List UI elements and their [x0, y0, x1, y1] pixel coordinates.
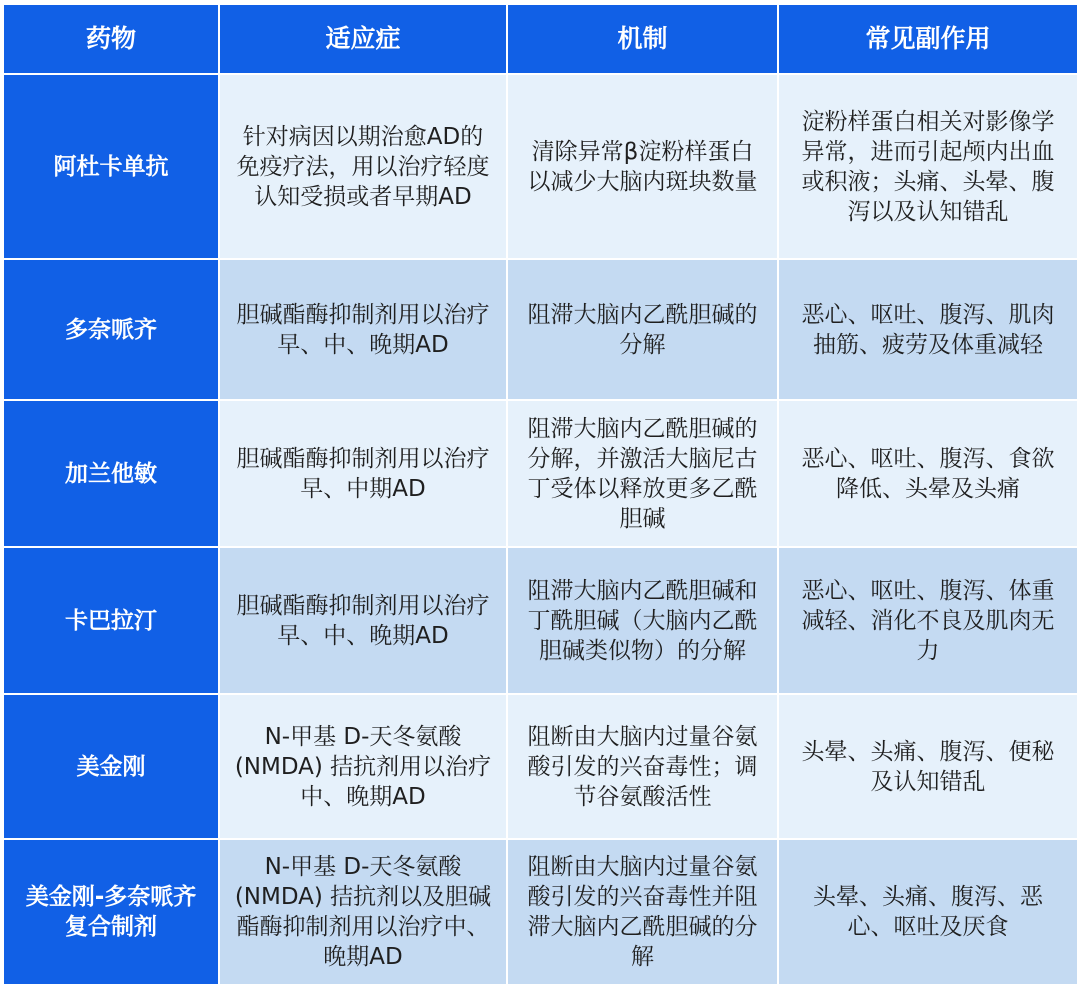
mechanism-cell: 阻滞大脑内乙酰胆碱的分解 [507, 259, 778, 400]
header-side-effects: 常见副作用 [778, 4, 1078, 74]
mechanism-cell: 阻断由大脑内过量谷氨酸引发的兴奋毒性；调节谷氨酸活性 [507, 694, 778, 839]
drug-name: 美金刚-多奈哌齐复合制剂 [3, 839, 219, 985]
side-effects-cell: 头晕、头痛、腹泻、便秘及认知错乱 [778, 694, 1078, 839]
drug-name: 阿杜卡单抗 [3, 74, 219, 259]
side-effects-cell: 恶心、呕吐、腹泻、肌肉抽筋、疲劳及体重减轻 [778, 259, 1078, 400]
side-effects-cell: 淀粉样蛋白相关对影像学异常，进而引起颅内出血或积液；头痛、头晕、腹泻以及认知错乱 [778, 74, 1078, 259]
drug-comparison-table [2, 3, 1079, 986]
indication-cell: N-甲基 D-天冬氨酸(NMDA) 拮抗剂以及胆碱酯酶抑制剂用以治疗中、晚期AD [219, 839, 507, 985]
drug-name: 加兰他敏 [3, 400, 219, 547]
side-effects-cell: 恶心、呕吐、腹泻、食欲降低、头晕及头痛 [778, 400, 1078, 547]
header-indication: 适应症 [219, 4, 507, 74]
indication-cell: 胆碱酯酶抑制剂用以治疗早、中、晚期AD [219, 547, 507, 694]
drug-name: 美金刚 [3, 694, 219, 839]
mechanism-cell: 阻滞大脑内乙酰胆碱的分解，并激活大脑尼古丁受体以释放更多乙酰胆碱 [507, 400, 778, 547]
header-mechanism: 机制 [507, 4, 778, 74]
header-drug: 药物 [3, 4, 219, 74]
table-body [3, 74, 1078, 985]
drug-name: 多奈哌齐 [3, 259, 219, 400]
header-row [3, 4, 1078, 74]
table-row [3, 74, 1078, 259]
mechanism-cell: 阻滞大脑内乙酰胆碱和丁酰胆碱（大脑内乙酰胆碱类似物）的分解 [507, 547, 778, 694]
table-row [3, 839, 1078, 985]
drug-name: 卡巴拉汀 [3, 547, 219, 694]
table-row [3, 694, 1078, 839]
table-header [3, 4, 1078, 74]
indication-cell: 胆碱酯酶抑制剂用以治疗早、中、晚期AD [219, 259, 507, 400]
table-row [3, 400, 1078, 547]
table-row [3, 259, 1078, 400]
indication-cell: 针对病因以期治愈AD的免疫疗法，用以治疗轻度认知受损或者早期AD [219, 74, 507, 259]
side-effects-cell: 恶心、呕吐、腹泻、体重减轻、消化不良及肌肉无力 [778, 547, 1078, 694]
mechanism-cell: 阻断由大脑内过量谷氨酸引发的兴奋毒性并阻滞大脑内乙酰胆碱的分解 [507, 839, 778, 985]
indication-cell: N-甲基 D-天冬氨酸(NMDA) 拮抗剂用以治疗中、晚期AD [219, 694, 507, 839]
indication-cell: 胆碱酯酶抑制剂用以治疗早、中期AD [219, 400, 507, 547]
table-row [3, 547, 1078, 694]
mechanism-cell: 清除异常β淀粉样蛋白以减少大脑内斑块数量 [507, 74, 778, 259]
side-effects-cell: 头晕、头痛、腹泻、恶心、呕吐及厌食 [778, 839, 1078, 985]
